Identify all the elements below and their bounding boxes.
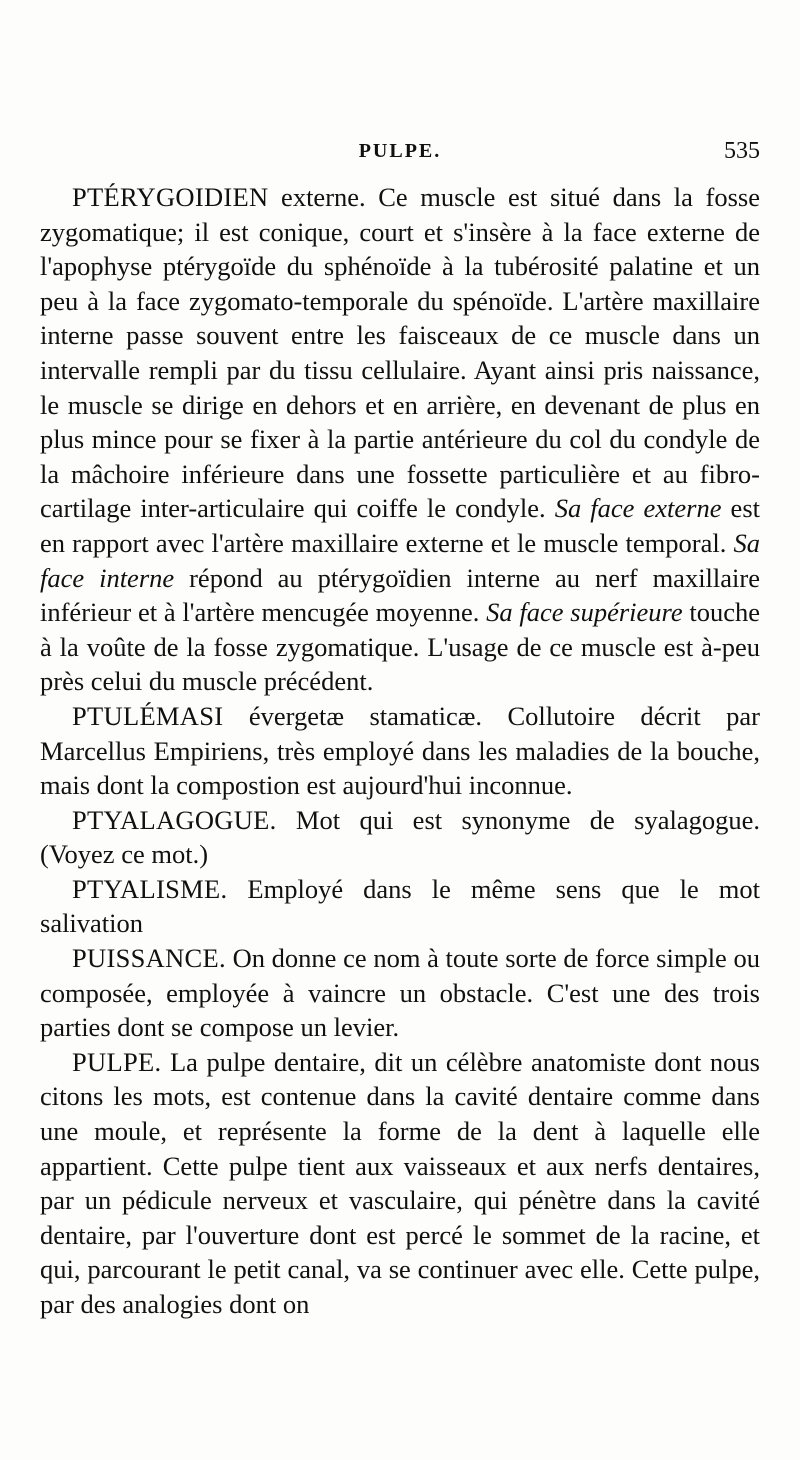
entry-ptyalagogue: [40, 803, 760, 872]
entry-text: Mot qui est synonyme de syalagogue. (Voyez ce mot.): [40, 804, 760, 870]
entry-term: PTÉRYGOIDIEN: [72, 182, 269, 212]
page-number: 535: [724, 138, 760, 164]
entry-text: évergetæ stamaticæ. Collutoire décrit par Marcellus Empiriens, très employé dans les maladies de la bouche, mais dont la compostion est aujourd'hui inconnue.: [40, 700, 760, 801]
entry-pterygoidien: [40, 180, 760, 699]
entry-italic-phrase: Sa face supérieure: [486, 597, 683, 628]
entry-text: répond au ptérygoïdien interne au nerf maxillaire inférieur et à l'artère mencugée moyenne.: [40, 562, 760, 628]
entry-ptulemasi: [40, 699, 760, 803]
entry-text: externe. Ce muscle est situé dans la fosse zygomatique; il est conique, court et s'insère à la face externe de l'apophyse ptérygoïde du sphénoïde à la tubérosité palatine et un peu à la face zygomato-temporale du spénoïde. L'artère maxillaire interne passe souvent entre les faisceaux de ce muscle dans un intervalle rempli par du tissu cellulaire. Ayant ainsi pris naissance, le muscle se dirige en dehors et en arrière, en devenant de plus en plus mince pour se fixer à la partie antérieure du col du condyle de la mâchoire inférieure dans une fossette particulière et au fibro-cartilage inter-articulaire qui coiffe le condyle.: [40, 182, 760, 524]
entry-text: On donne ce nom à toute sorte de force simple ou composée, employée à vaincre un obstacle. C'est une des trois parties dont se compose un levier.: [40, 943, 760, 1043]
entry-term: PUISSANCE.: [72, 943, 226, 974]
entry-pulpe: [40, 1045, 760, 1322]
body-text: [40, 180, 760, 1322]
entry-term: PTYALAGOGUE.: [72, 804, 277, 835]
entry-italic-phrase: Sa face interne: [40, 527, 760, 593]
entry-text: touche à la voûte de la fosse zygomatique. L'usage de ce muscle est à-peu près celui du muscle précédent.: [40, 597, 760, 697]
entry-term: PULPE.: [72, 1046, 162, 1077]
entry-term: PTYALISME.: [72, 873, 228, 904]
entry-text: est en rapport avec l'artère maxillaire externe et le muscle temporal.: [40, 493, 760, 558]
entry-text: Employé dans le même sens que le mot salivation: [40, 873, 760, 939]
entry-puissance: [40, 941, 760, 1045]
entry-italic-phrase: Sa face externe: [554, 493, 722, 524]
entry-ptyalisme: [40, 872, 760, 941]
entry-text: La pulpe dentaire, dit un célèbre anatomiste dont nous citons les mots, est contenue dans la cavité dentaire comme dans une moule, et représente la forme de la dent à laquelle elle appartient. Cette pulpe tient aux vaisseaux et aux nerfs dentaires, par un pédicule nerveux et vasculaire, qui pénètre dans la cavité dentaire, par l'ouverture dont est percé le sommet de la racine, et qui, parcourant le petit canal, va se continuer avec elle. Cette pulpe, par des analogies dont on: [40, 1046, 760, 1319]
entry-term: PTULÉMASI: [72, 700, 224, 731]
running-head: PULPE.: [358, 140, 442, 162]
page-header: [40, 140, 760, 170]
